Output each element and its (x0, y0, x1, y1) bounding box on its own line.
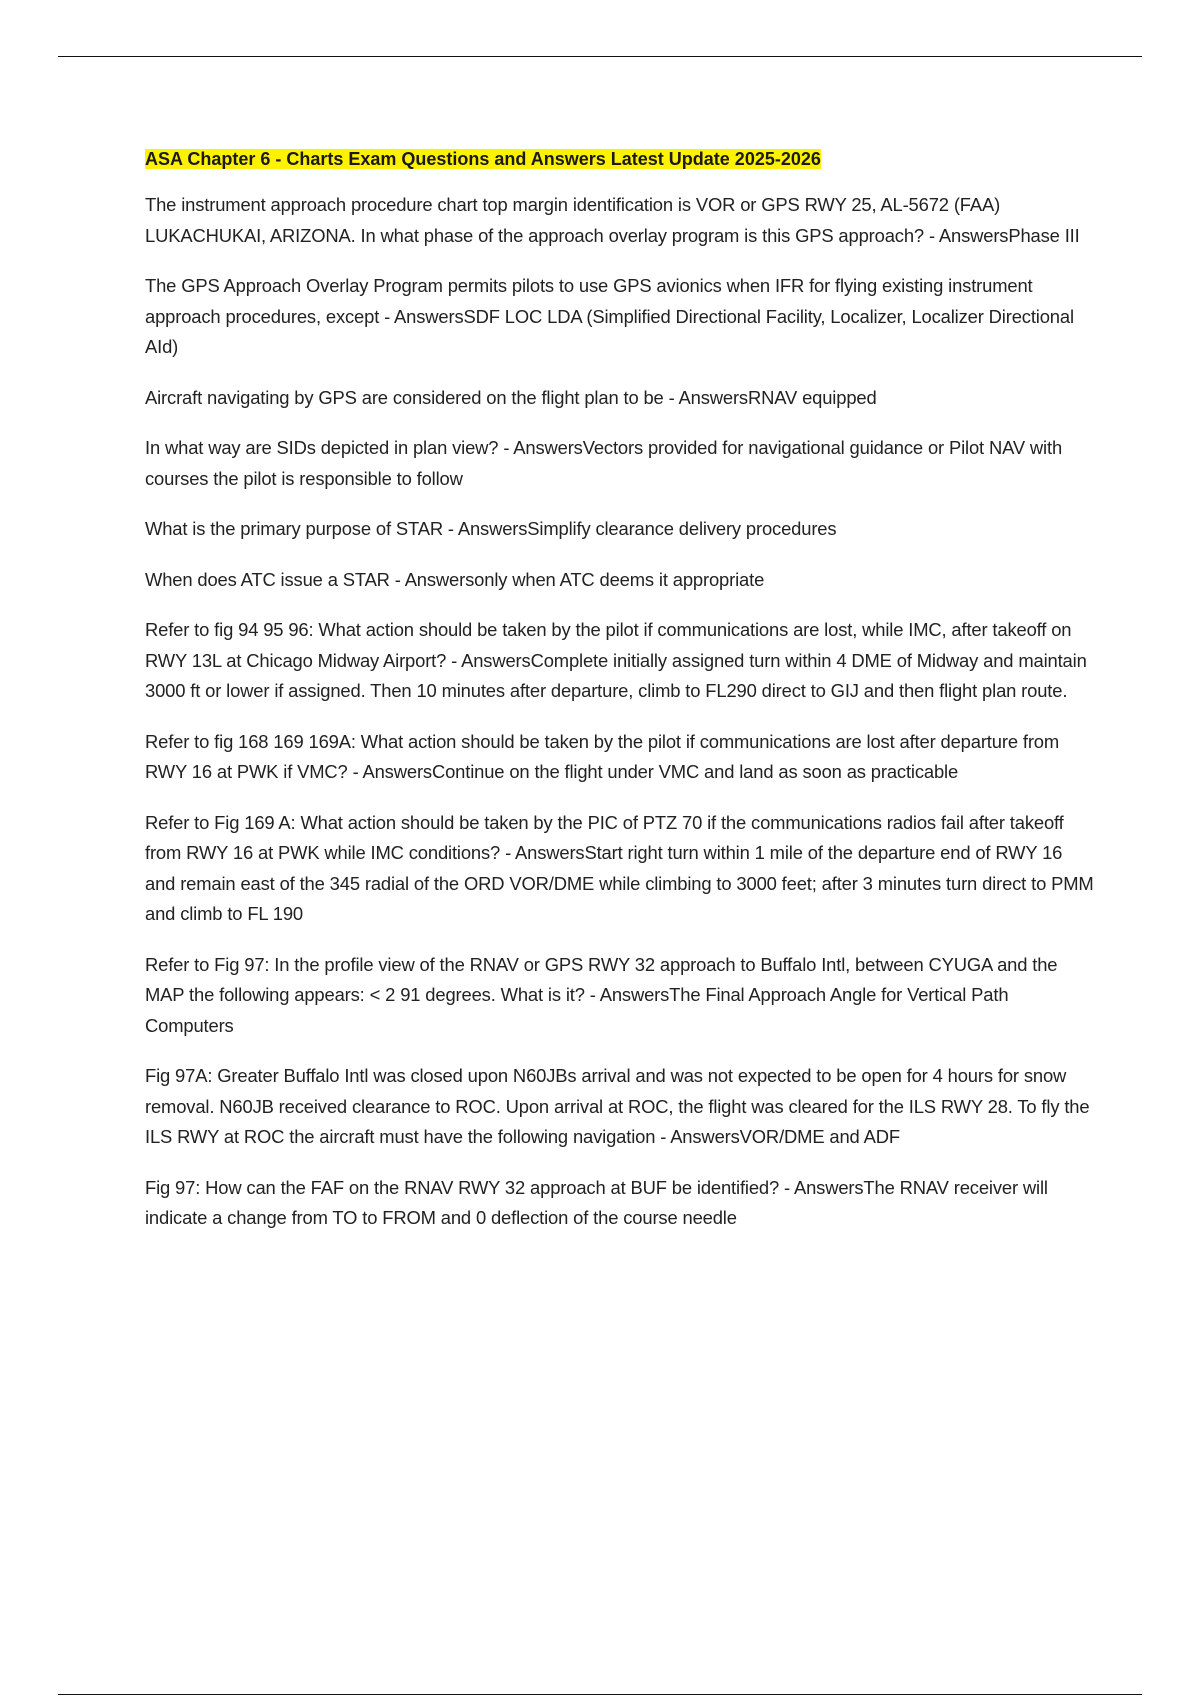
qa-item-3: Aircraft navigating by GPS are considered on the flight plan to be - AnswersRNAV equipped (145, 386, 877, 408)
qa-item-8: Refer to fig 168 169 169A: What action should be taken by the pilot if communications are lost after departure from RWY 16 at PWK if VMC? - AnswersContinue on the flight under VMC and land as soon as practicable (145, 730, 1060, 782)
qa-item-9: Refer to Fig 169 A: What action should be taken by the PIC of PTZ 70 if the communications radios fail after takeoff from RWY 16 at PWK while IMC conditions? - AnswersStart right turn within 1 mile of the departure end of RWY 16 and remain east of the 345 radial of the ORD VOR/DME while climbing to 3000 feet; after 3 minutes turn direct to PMM and climb to FL 190 (145, 811, 1094, 924)
qa-item-1: The instrument approach procedure chart top margin identification is VOR or GPS RWY 25, AL-5672 (FAA) LUKACHUKAI, ARIZONA. In what phase of the approach overlay program is this GPS approach? - AnswersPhase III (145, 194, 1080, 246)
qa-item-6: When does ATC issue a STAR - Answersonly when ATC deems it appropriate (145, 568, 765, 590)
document-title: ASA Chapter 6 - Charts Exam Questions and Answers Latest Update 2025-2026 (145, 149, 821, 169)
qa-item-5: What is the primary purpose of STAR - AnswersSimplify clearance delivery procedures (145, 518, 837, 539)
bottom-rule (58, 1694, 1142, 1695)
qa-item-10: Refer to Fig 97: In the profile view of the RNAV or GPS RWY 32 approach to Buffalo Intl, between CYUGA and the MAP the following appears: < 2 91 degrees. What is it? - AnswersThe Final Approach Angle for Vertical Path Computers (145, 953, 1058, 1036)
top-rule (58, 56, 1142, 57)
qa-item-11: Fig 97A: Greater Buffalo Intl was closed upon N60JBs arrival and was not expected to be open for 4 hours for snow removal. N60JB received clearance to ROC. Upon arrival at ROC, the flight was cleared for the ILS RWY 28. To fly the ILS RWY at ROC the aircraft must have the following navigation - AnswersVOR/DME and ADF (145, 1065, 1090, 1147)
qa-item-4: In what way are SIDs depicted in plan view? - AnswersVectors provided for navigational guidance or Pilot NAV with courses the pilot is responsible to follow (145, 437, 1063, 489)
qa-item-7: Refer to fig 94 95 96: What action should be taken by the pilot if communications are lost, while IMC, after takeoff on RWY 13L at Chicago Midway Airport? - AnswersComplete initially assigned turn within 4 DME of Midway and maintain 3000 ft or lower if assigned. Then 10 minutes after departure, climb to FL290 direct to GIJ and then flight plan route. (145, 619, 1087, 701)
title-block (145, 144, 1095, 174)
qa-item-12: Fig 97: How can the FAF on the RNAV RWY 32 approach at BUF be identified? - AnswersThe RNAV receiver will indicate a change from TO to FROM and 0 deflection of the course needle (145, 1176, 1048, 1228)
document-body (145, 144, 1095, 1254)
qa-item-2: The GPS Approach Overlay Program permits pilots to use GPS avionics when IFR for flying existing instrument approach procedures, except - AnswersSDF LOC LDA (Simplified Directional Facility, Localizer, Localizer Directional AId) (145, 275, 1074, 357)
